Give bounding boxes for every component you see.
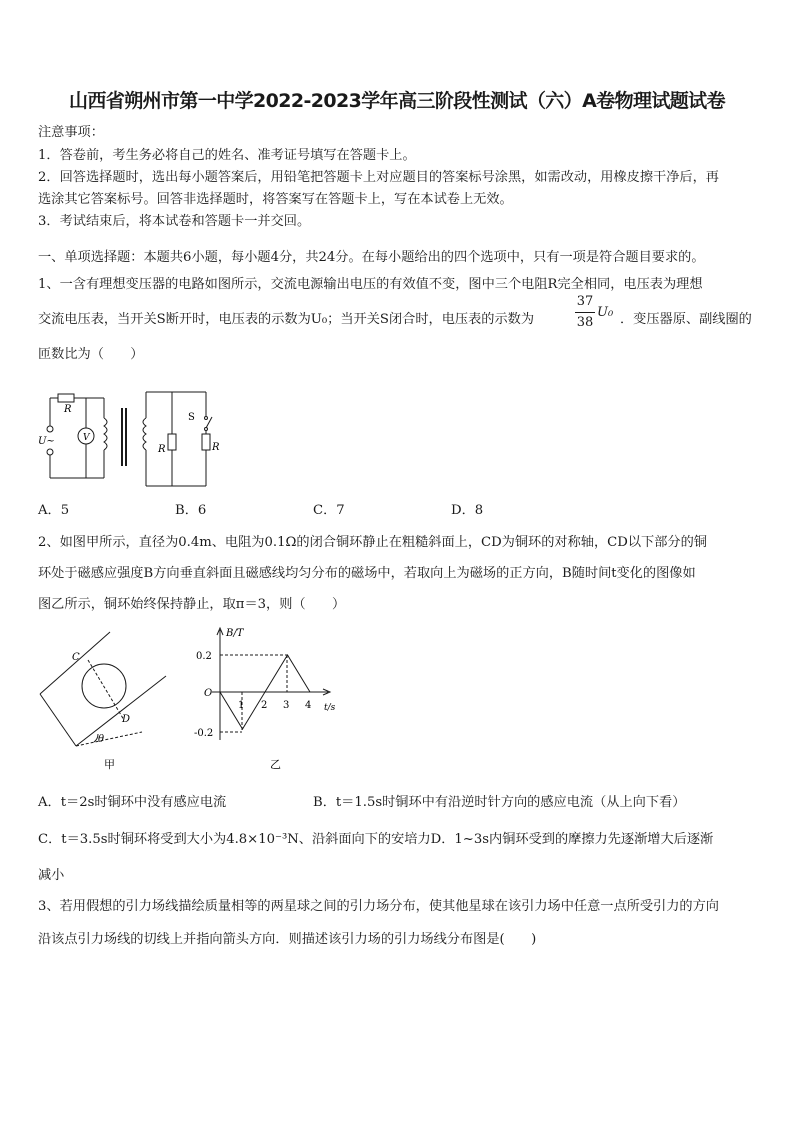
q1-label-v: V — [83, 433, 90, 443]
q1-label-s: S — [188, 412, 195, 423]
q2-graph-ytick-pos: 0.2 — [196, 651, 212, 662]
q2-graph-origin: O — [204, 688, 213, 699]
q1-label-r1: R — [64, 404, 72, 415]
notice-item-2: 2．回答选择题时，选出每小题答案后，用铅笔把答题卡上对应题目的答案标号涂黑，如需改动，用橡皮擦干净后，再 — [38, 170, 719, 185]
q1-fraction-bar — [575, 312, 595, 313]
section-heading: 一、单项选择题：本题共6小题，每小题4分，共24分。在每小题给出的四个选项中，只有一项是符合题目要求的。 — [38, 250, 705, 265]
q2-option-d-cont: 减小 — [38, 868, 65, 883]
q2-label-d: D — [122, 714, 131, 725]
q2-graph-xlabel: t/s — [324, 703, 336, 713]
q2-option-c-and-d[interactable]: C．t＝3.5s时铜环将受到大小为4.8×10⁻³N、沿斜面向下的安培力D．1~3s内铜环受到的摩擦力先逐渐增大后逐渐 — [38, 832, 714, 847]
q1-fraction-variable: U₀ — [597, 305, 614, 320]
q2-graph-ytick-neg: -0.2 — [194, 728, 214, 739]
notice-item-1: 1．答卷前，考生务必将自己的姓名、准考证号填写在答题卡上。 — [38, 148, 416, 163]
q1-secondary-resistor-1 — [168, 434, 176, 450]
q2-label-theta: θ — [98, 734, 105, 745]
q1-circuit-diagram — [38, 384, 228, 494]
q1-line-3: 匝数比为（ ） — [38, 347, 144, 362]
q1-label-r2: R — [158, 444, 166, 455]
notice-item-2-cont: 选涂其它答案标号。回答非选择题时，将答案写在答题卡上，写在本试卷上无效。 — [38, 192, 513, 207]
q2-label-c: C — [72, 652, 80, 663]
q2-line-1: 2、如图甲所示，直径为0.4m、电阻为0.1Ω的闭合铜环静止在粗糙斜面上，CD为铜环的对称轴，CD以下部分的铜 — [38, 535, 707, 550]
q1-secondary-resistor-2 — [202, 434, 210, 450]
notice-item-3: 3．考试结束后，将本试卷和答题卡一并交回。 — [38, 214, 311, 229]
q1-line-2b: ．变压器原、副线圈的 — [620, 312, 752, 327]
q2-graph-ylabel: B/T — [226, 628, 244, 639]
q2-graph-xtick-2: 2 — [261, 700, 268, 711]
q2-graph-xtick-4: 4 — [305, 700, 312, 711]
q1-line-2a: 交流电压表，当开关S断开时，电压表的示数为U₀；当开关S闭合时，电压表的示数为 — [38, 312, 535, 327]
q1-label-r3: R — [212, 442, 220, 453]
q1-label-u: U~ — [38, 436, 55, 447]
q2-option-a[interactable]: A．t＝2s时铜环中没有感应电流 — [38, 795, 227, 810]
q3-line-2: 沿该点引力场线的切线上并指向箭头方向．则描述该引力场的引力场线分布图是( ) — [38, 932, 537, 947]
q1-fraction-denominator: 38 — [576, 315, 594, 330]
q2-caption-yi: 乙 — [270, 758, 281, 771]
q3-line-1: 3、若用假想的引力场线描绘质量相等的两星球之间的引力场分布，使其他星球在该引力场中任意一点所受引力的方向 — [38, 899, 719, 914]
q2-figure-yi-graph — [190, 622, 350, 772]
page-title: 山西省朔州市第一中学2022-2023学年高三阶段性测试（六）A卷物理试题试卷 — [69, 90, 725, 112]
q2-graph-xtick-3: 3 — [283, 700, 290, 711]
q2-option-b[interactable]: B．t＝1.5s时铜环中有沿逆时针方向的感应电流（从上向下看） — [313, 795, 686, 810]
q1-option-a[interactable]: A．5 — [38, 503, 70, 518]
notice-heading: 注意事项： — [38, 125, 104, 140]
q2-graph-xtick-1: 1 — [238, 700, 245, 711]
q2-figure-jia — [38, 622, 178, 772]
q1-primary-resistor — [58, 394, 74, 402]
q2-caption-jia: 甲 — [104, 758, 115, 771]
q1-option-c[interactable]: C．7 — [313, 503, 345, 518]
q1-fraction-numerator: 37 — [576, 294, 594, 309]
q2-line-3: 图乙所示，铜环始终保持静止，取π＝3，则（ ） — [38, 597, 346, 612]
q1-line-1: 1、一含有理想变压器的电路如图所示，交流电源输出电压的有效值不变，图中三个电阻R完全相同，电压表为理想 — [38, 277, 703, 292]
q1-option-d[interactable]: D．8 — [451, 503, 484, 518]
q2-line-2: 环处于磁感应强度B方向垂直斜面且磁感线均匀分布的磁场中，若取向上为磁场的正方向，B随时间t变化的图像如 — [38, 566, 696, 581]
q1-option-b[interactable]: B．6 — [175, 503, 207, 518]
